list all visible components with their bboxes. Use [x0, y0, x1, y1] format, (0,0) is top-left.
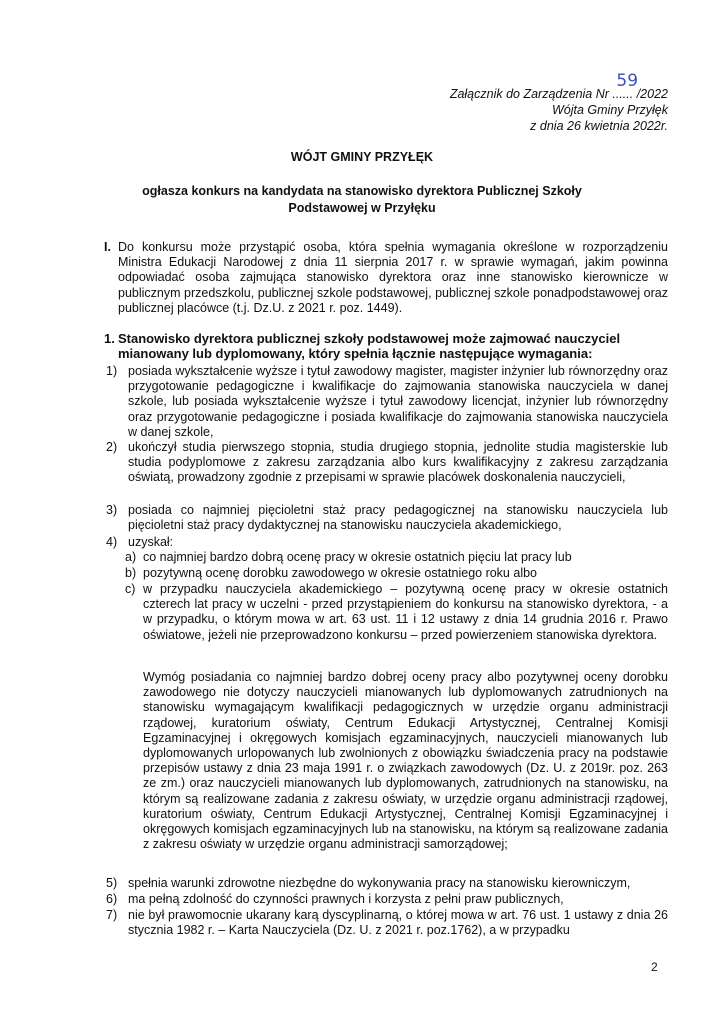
annex-header	[449, 71, 668, 134]
requirement-item	[106, 908, 668, 938]
item-text: posiada co najmniej pięcioletni staż pracy pedagogicznej na stanowisku nauczyciela lub pięcioletni staż pracy dydaktycznej na stanowisku nauczyciela akademickiego,	[128, 503, 668, 533]
section-2-heading	[104, 331, 668, 361]
subitem-text: co najmniej bardzo dobrą ocenę pracy w okresie ostatnich pięciu lat pracy lub	[143, 550, 572, 564]
item-number: 4)	[106, 535, 118, 549]
section-1-text: Do konkursu może przystąpić osoba, która spełnia wymagania określone w rozporządzeniu Ministra Edukacji Narodowej z dnia 11 sierpnia 2017 r. w sprawie wymagań, jakim powinna odpowiadać osoba zajmująca stanowisko dyrektora oraz inne stanowisko kierownicze w publicznym przedszkolu, publicznej szkole podstawowej, publicznej szkole ponadpodstawowej oraz publicznej placówce (t.j. Dz.U. z 2021 r. poz. 1449).	[118, 240, 668, 315]
document-subtitle	[0, 183, 724, 217]
requirement-item	[106, 876, 668, 891]
subitem-text: w przypadku nauczyciela akademickiego – pozytywną ocenę pracy w okresie ostatnich czterech lat pracy w uczelni - przed przystąpieniem do konkursu na stanowisko dyrektora, - a w przypadku, o którym mowa w art. 63 ust. 11 i 12 ustawy z dnia 14 grudnia 2016 r. Prawo oświatowe, jeżeli nie przeprowadzono konkursu – przed powierzeniem stanowiska dyrektora.	[143, 582, 668, 642]
annex-line-1	[449, 71, 668, 102]
annex-dots: ......	[612, 87, 634, 101]
item-number: 1)	[106, 364, 118, 378]
subitem-letter: a)	[125, 550, 137, 564]
requirement-item	[106, 503, 668, 533]
subtitle-line-2: Podstawowej w Przyłęku	[288, 201, 436, 215]
subtitle-line-1: ogłasza konkurs na kandydata na stanowisko dyrektora Publicznej Szkoły	[142, 184, 582, 198]
exemption-paragraph	[143, 670, 668, 852]
document-title: WÓJT GMINY PRZYŁĘK	[290, 150, 434, 164]
subitem-letter: c)	[125, 582, 136, 596]
item-number: 6)	[106, 892, 118, 906]
subitem-letter: b)	[125, 566, 137, 580]
item-text: ma pełną zdolność do czynności prawnych i korzysta z pełni praw publicznych,	[128, 892, 564, 906]
item-text: ukończył studia pierwszego stopnia, studia drugiego stopnia, jednolite studia magisterskie lub studia podyplomowe z zakresu zarządzania albo kurs kwalifikacyjny z zakresu zarządzania oświatą, prowadzony zgodnie z przepisami w sprawie placówek doskonalenia nauczycieli,	[128, 440, 668, 485]
item-text: uzyskał:	[128, 535, 174, 549]
section-2-number: 1.	[104, 331, 115, 346]
requirement-item	[106, 892, 668, 907]
item-text: posiada wykształcenie wyższe i tytuł zawodowy magister, magister inżynier lub równorzędny oraz przygotowanie pedagogiczne i kwalifikacje do zajmowania stanowiska nauczyciela w danej szkole, lub posiada wykształcenie wyższe i tytuł zawodowy licencjat, inżynier lub równorzędny oraz przygotowanie pedagogiczne i posiada kwalifikacje do zajmowania stanowiska nauczyciela w danej szkole,	[128, 364, 668, 439]
item-number: 7)	[106, 908, 118, 922]
requirement-subitem	[125, 550, 668, 565]
item-text: nie był prawomocnie ukarany karą dyscyplinarną, o której mowa w art. 76 ust. 1 ustawy z dnia 26 stycznia 1982 r. – Karta Nauczyciela (Dz. U. z 2021 r. poz.1762), a w przypadku	[128, 908, 668, 938]
requirement-subitem	[125, 566, 668, 581]
requirement-subitem	[125, 582, 668, 643]
handwritten-number: 59	[616, 71, 639, 91]
section-1-number: I.	[104, 240, 111, 254]
exemption-text: Wymóg posiadania co najmniej bardzo dobrej oceny pracy albo pozytywnej oceny dorobku zawodowego nie dotyczy nauczycieli mianowanych lub dyplomowanych zatrudnionych na stanowisku wymagającym kwalifikacji pedagogicznych w urzędzie organu administracji rządowej, kuratorium oświaty, Centrum Edukacji Artystycznej, Centralnej Komisji Egzaminacyjnej i okręgowych komisjach egzaminacyjnych, nauczycieli mianowanych lub dyplomowanych urlopowanych lub zwolnionych z obowiązku świadczenia pracy na podstawie przepisów ustawy z dnia 23 maja 1991 r. o związkach zawodowych (Dz. U. z 2019r. poz. 263 ze zm.) oraz nauczycieli mianowanych lub dyplomowanych, zatrudnionych na stanowisku, na którym są realizowane zadania z zakresu oświaty, w urzędzie organu administracji rządowej, kuratorium oświaty, Centrum Edukacji Artystycznej, Centralnej Komisji Egzaminacyjnej i okręgowych komisjach egzaminacyjnych lub na stanowisku, na którym są realizowane zadania z zakresu oświaty w urzędzie organu administracji samorządowej;	[143, 670, 668, 852]
requirement-item	[106, 535, 668, 550]
item-text: spełnia warunki zdrowotne niezbędne do wykonywania pracy na stanowisku kierowniczym,	[128, 876, 631, 890]
item-number: 3)	[106, 503, 118, 517]
subitem-text: pozytywną ocenę dorobku zawodowego w okresie ostatniego roku albo	[143, 566, 537, 580]
requirement-item	[106, 440, 668, 486]
item-number: 2)	[106, 440, 118, 454]
annex-line-2: Wójta Gminy Przyłęk	[552, 103, 668, 117]
section-1	[104, 240, 668, 316]
annex-number-field	[612, 71, 639, 101]
section-2-heading-text: Stanowisko dyrektora publicznej szkoły podstawowej może zajmować nauczyciel mianowany lub dyplomowany, który spełnia łącznie następujące wymagania:	[118, 331, 621, 361]
requirement-item	[106, 364, 668, 440]
annex-line-3: z dnia 26 kwietnia 2022r.	[530, 119, 668, 133]
annex-label: Załącznik do Zarządzenia Nr	[449, 87, 613, 101]
item-number: 5)	[106, 876, 118, 890]
page-number: 2	[651, 960, 658, 974]
annex-year: /2022	[633, 87, 668, 101]
